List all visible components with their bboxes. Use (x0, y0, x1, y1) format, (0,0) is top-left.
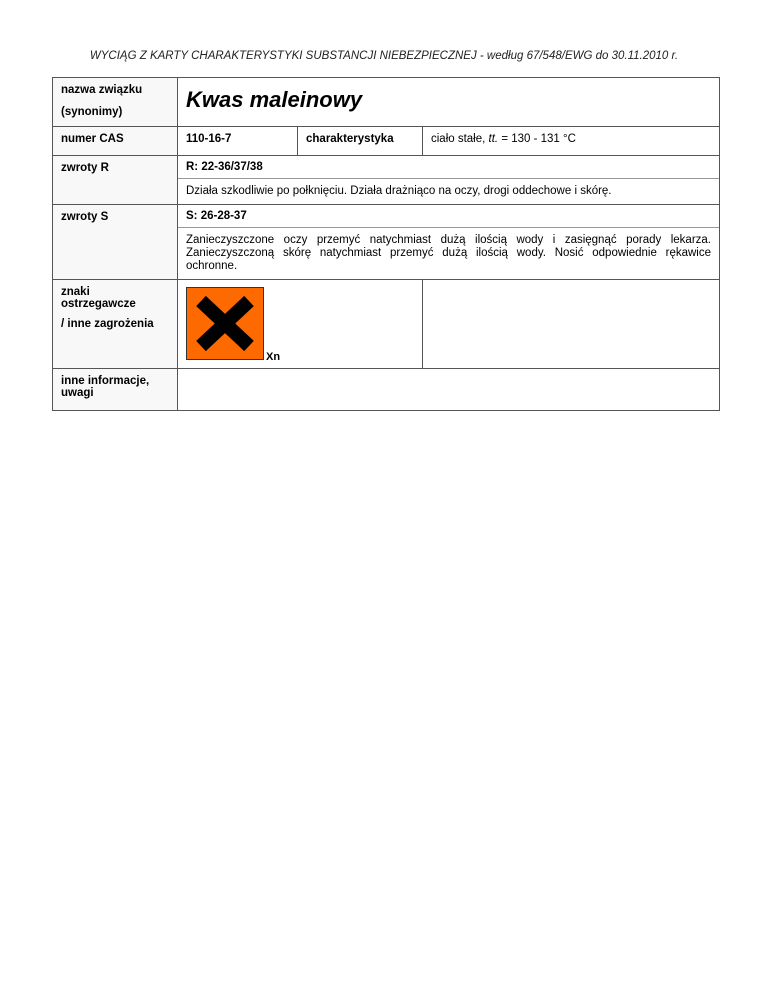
hazard-label: znaki ostrzegawcze / inne zagrożenia (53, 280, 178, 369)
s-phrases-label: zwroty S (53, 205, 178, 280)
r-phrases-code: R: 22-36/37/38 (186, 161, 263, 173)
r-phrases-text: Działa szkodliwie po połknięciu. Działa drażniąco na oczy, drogi oddechowe i skórę. (178, 178, 719, 204)
compound-name-label: nazwa związku (synonimy) (53, 78, 178, 127)
orange-x-harmful-icon (186, 287, 264, 360)
hazard-empty-cell (423, 280, 720, 369)
compound-name: Kwas maleinowy (178, 78, 720, 127)
s-phrases-text: Zanieczyszczone oczy przemyć natychmiast dużą ilością wody i zasięgnąć porady lekarza. Zanieczyszczoną skórę natychmiast przemyć dużą ilością wody. Nosić odpowiednie rękawice ochronne. (178, 227, 719, 279)
r-phrases-label: zwroty R (53, 156, 178, 205)
characteristics-value: ciało stałe, tt. = 130 - 131 °C (423, 127, 720, 156)
characteristics-label: charakterystyka (298, 127, 423, 156)
document-header: WYCIĄG Z KARTY CHARAKTERYSTYKI SUBSTANCJI NIEBEZPIECZNEJ - według 67/548/EWG do 30.11.2010 r. (89, 50, 679, 62)
hazard-symbol-code: Xn (266, 351, 281, 363)
s-phrases-code: S: 26-28-37 (186, 210, 247, 222)
s-phrases-cell (178, 205, 720, 280)
x-cross-graphic (187, 288, 263, 359)
other-info-label: inne informacje, uwagi (53, 369, 178, 411)
cas-label: numer CAS (53, 127, 178, 156)
r-phrases-cell (178, 156, 720, 205)
cas-number: 110-16-7 (178, 127, 298, 156)
safety-data-table (52, 77, 720, 411)
other-info-value (178, 369, 720, 411)
hazard-symbol-cell (178, 280, 423, 369)
